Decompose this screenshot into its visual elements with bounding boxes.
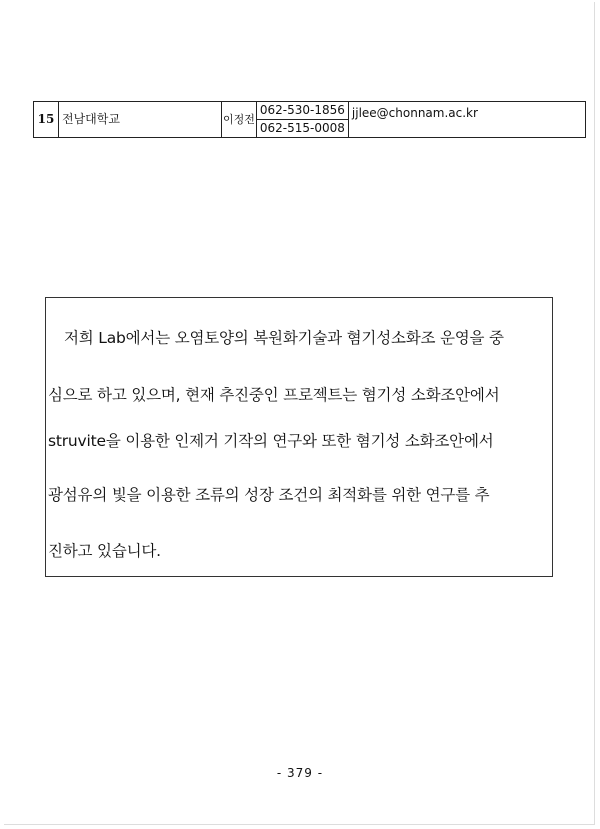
email-address: jjlee@chonnam.ac.kr [348, 102, 585, 138]
description-line: 광섬유의 빛을 이용한 조류의 성장 조건의 최적화를 위한 연구를 추 [48, 486, 490, 504]
contact-person: 이정전 [222, 102, 257, 138]
contact-table [33, 101, 586, 138]
description-line: 저희 Lab에서는 오염토양의 복원화기술과 혐기성소화조 운영을 중 [64, 329, 504, 347]
lab-description-box [45, 297, 553, 577]
description-line: 진하고 있습니다. [48, 542, 161, 560]
table-row [34, 102, 586, 120]
fax-number: 062-515-0008 [256, 120, 348, 138]
phone-number: 062-530-1856 [256, 102, 348, 120]
description-line: 심으로 하고 있으며, 현재 추진중인 프로젝트는 혐기성 소화조안에서 [48, 386, 500, 404]
row-number: 15 [34, 102, 59, 138]
description-line: struvite을 이용한 인제거 기작의 연구와 또한 혐기성 소화조안에서 [48, 432, 494, 450]
page-number: - 379 - [276, 766, 324, 780]
institution-name: 전남대학교 [59, 102, 222, 138]
